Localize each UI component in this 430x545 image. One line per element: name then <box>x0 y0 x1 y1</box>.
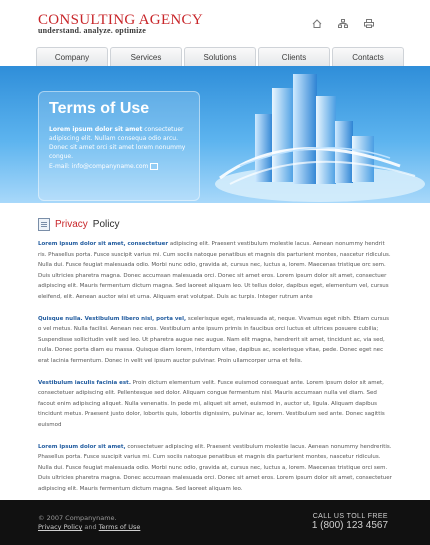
site-header <box>0 0 430 47</box>
logo-title[interactable]: CONSULTING AGENCY <box>38 12 203 28</box>
footer-links <box>38 523 140 532</box>
hero-banner <box>0 66 430 203</box>
terms-of-use-link[interactable]: Terms of Use <box>98 523 141 531</box>
mail-icon[interactable] <box>150 163 158 170</box>
paragraph-text: scelerisque eget, malesuada at, neque. Vivamus eget nibh. Etiam cursus o vel metus. Nulla facilisi. Aenean nec eros. Vestibulum ante ipsum primis in faucibus orci luctus et ultrices posuere cubilia; Suspendisse sollicitudin velit sed leo. Ut pharetra augue nec augue. Nam elit magna, hendrerit sit amet, tincidunt ac, via sed, nulla. Donec porta diam eu massa. Quisque diam lorem, interdum vitae, dapibus ac, scelerisque vitae, pede. Donec eget nec erat lacinia fermentum. Donec in velit vel ipsum auctor pulvinar. Proin ullamcorper urna et felis. <box>38 315 389 364</box>
section-title-part2: Policy <box>92 219 120 230</box>
content-paragraph <box>38 239 392 303</box>
site-footer <box>0 500 430 545</box>
tab-solutions[interactable]: Solutions <box>184 47 256 67</box>
banner-text-lead: Lorem ipsum dolor sit amet <box>49 126 143 133</box>
paragraph-text: consectetuer adipiscing elit. Praesent vestibulum molestie lacus. Aenean nonummy hendreritis. Phasellus porta. Fusce suscipit varius mi. Cum sociis natoque penatibus et magnis dis parturient montes, nascetur ridiculus. Nulla dui. Fusce feugiat malesuada odio. Morbi nunc odio, gravida at, cursus nec, luctus a, lorem. Maecenas tristique orci sem. Duis ultricies pharetra magna. Donec accumsan malesuada orci. Donec sit amet eros. Lorem ipsum dolor sit amet, consectetuer adipiscing elit. Mauris fermentum dictum magna. Sed laoreet aliquam leo. <box>38 443 392 492</box>
copyright-text: © 2007 Companyname. <box>38 514 117 522</box>
home-icon[interactable] <box>312 19 322 28</box>
privacy-policy-link[interactable]: Privacy Policy <box>38 523 83 531</box>
banner-text-rest: consectetuer adipiscing elit. Nullam consequa odio arcu. Donec sit amet orci sit amet lorem nonummy congue. <box>49 126 186 160</box>
main-content <box>38 218 392 509</box>
main-nav <box>36 47 404 67</box>
content-paragraph <box>38 378 392 431</box>
document-icon <box>38 218 50 231</box>
paragraph-lead[interactable]: Vestibulum iaculis facinia est. <box>38 379 131 386</box>
tab-services[interactable]: Services <box>110 47 182 67</box>
paragraph-lead[interactable]: Quisque nulla. Vestibulum libero nisl, porta vel, <box>38 315 187 322</box>
page-title: Terms of Use <box>49 100 150 117</box>
tab-clients[interactable]: Clients <box>258 47 330 67</box>
footer-copyright <box>38 514 140 532</box>
phone-number: 1 (800) 123 4567 <box>311 520 388 531</box>
paragraph-lead[interactable]: Lorem ipsum dolor sit amet, consectetuer <box>38 241 169 247</box>
city-buildings-image <box>200 66 430 203</box>
header-icons <box>312 19 374 28</box>
print-icon[interactable] <box>364 19 374 28</box>
section-title-part1: Privacy <box>55 219 88 230</box>
content-paragraph <box>38 314 392 367</box>
toll-free-block <box>312 513 388 531</box>
logo-tagline: understand. analyze. optimize <box>38 26 147 35</box>
toll-free-label: CALL US TOLL FREE <box>312 513 388 520</box>
tab-contacts[interactable]: Contacts <box>332 47 404 67</box>
banner-email[interactable] <box>49 163 158 170</box>
paragraph-text: adipiscing elit. Praesent vestibulum molestie lacus. Aenean nonummy hendrit ris. Phasellus porta. Fusce suscipit varius mi. Cum sociis natoque penatibus et magnis dis parturient montes, nascetur ridiculus. Nulla dui. Fusce feugiat malesuada odio. Morbi nunc odio, gravida at, cursus nec, luctus a, lorem. Maecenas tristique orc sem. Duis ultricies pharetra magna. Donec accumsan malesuada orci. Donec sit amet eros. Lorem ipsum dolor sit amet, consectuer adipiscing elit. Mauris fermentum dictum magna. Sed laoreet aliquam leo. Ut tellus dolor, dapibus eget, elementum vel, cursus eleifend, elit. Aenean auctor wisi et urna. Aliquam erat volutpat. Duis ac turpis. Integer rutrum ante <box>38 241 391 300</box>
section-heading <box>38 218 392 231</box>
banner-panel <box>38 91 200 201</box>
sitemap-icon[interactable] <box>338 19 348 28</box>
content-paragraph <box>38 442 392 495</box>
paragraph-lead[interactable]: Lorem ipsum dolor sit amet, <box>38 443 126 450</box>
tab-company[interactable]: Company <box>36 47 108 67</box>
footer-and-text: and <box>82 523 99 531</box>
banner-email-text[interactable]: E-mail: info@companyname.com <box>49 163 149 170</box>
banner-text <box>49 125 194 161</box>
paragraph-text: Proin dictum elementum velit. Fusce euismod consequat ante. Lorem ipsum dolor sit amet, consectetuer adipiscing elit. Pellentesque sed dolor. Aliquam congue fermentum nisl. Mauris accumsan nulla vel diam. Sed facout enim adipiscing aliquet. Nulla venenatis. In pede mi, aliquet sit amet, euismod in, auctor ut, ligula. Aliquam dapibus tincidunt metus. Praesent justo dolor, lobortis quis, lobortis dignissim, pulvinar ac, lorem. Vestibulum sed ante. Donec sagittis euismod <box>38 379 385 428</box>
